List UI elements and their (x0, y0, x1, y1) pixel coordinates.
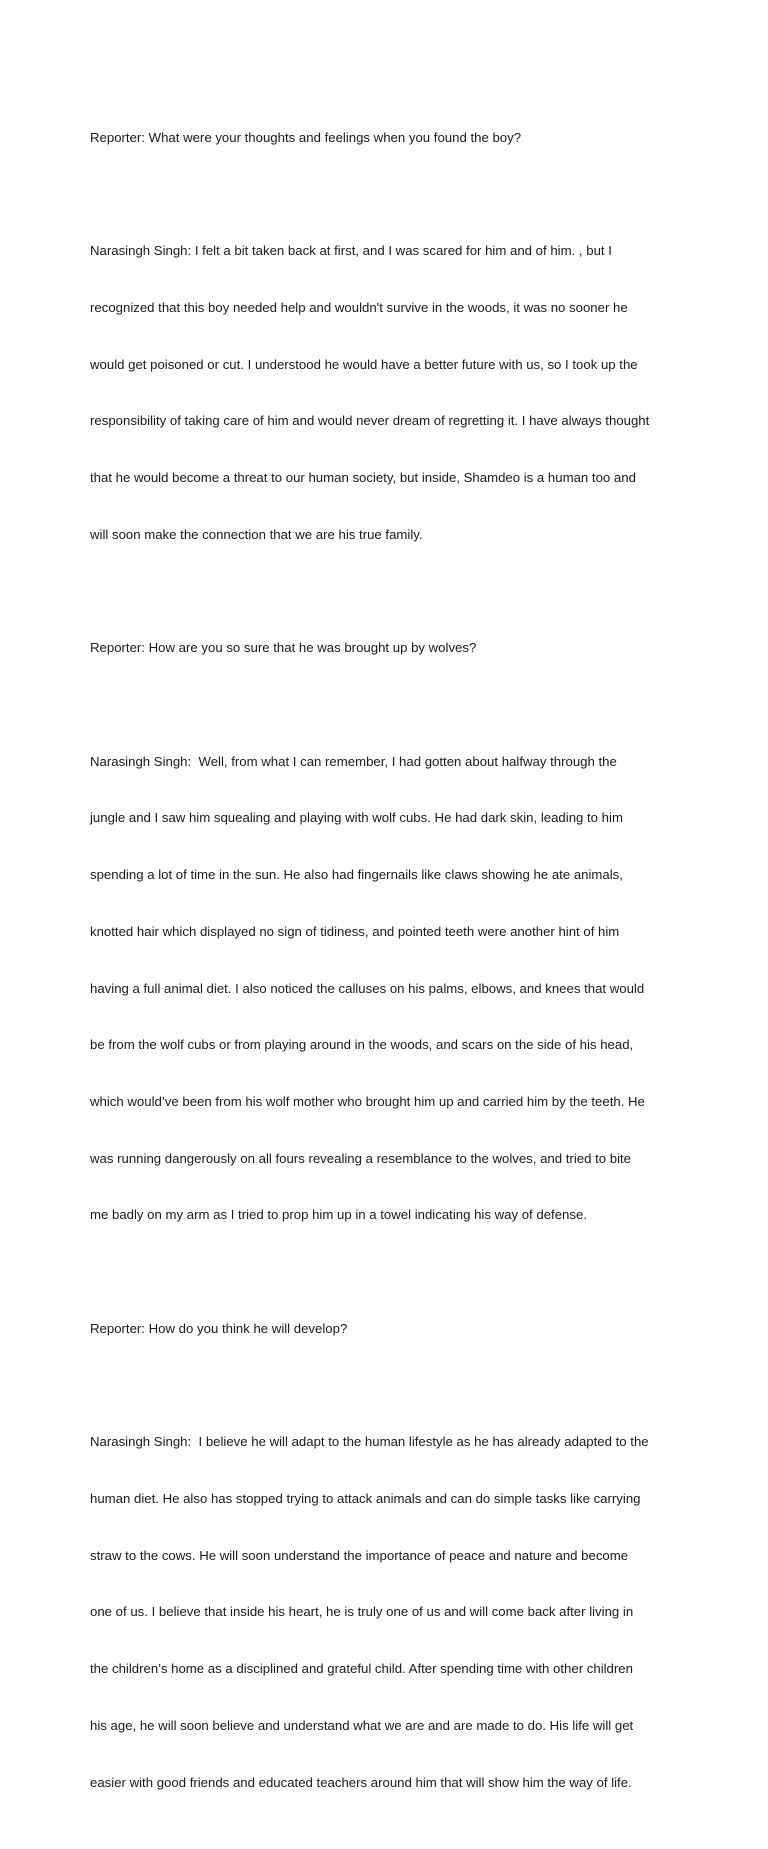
text-line: Reporter: How do you think he will develop? (90, 1320, 348, 1336)
text-line: which would’ve been from his wolf mother who brought him up and carried him by the teeth. He (90, 1093, 645, 1109)
text-line: straw to the cows. He will soon understand the importance of peace and nature and become (90, 1547, 629, 1563)
text-line: that he would become a threat to our human society, but inside, Shamdeo is a human too and (90, 470, 636, 486)
question-paragraph-2 (90, 601, 688, 696)
text-line: Reporter: How are you so sure that he was brought up by wolves? (90, 640, 477, 656)
question-paragraph-1 (90, 91, 688, 186)
text-line: Narasingh Singh: I believe he will adapt to the human lifestyle as he has already adapted to the (90, 1434, 649, 1450)
text-line: recognized that this boy needed help and wouldn't survive in the woods, it was no sooner he (90, 299, 628, 315)
text-line: the children’s home as a disciplined and grateful child. After spending time with other children (90, 1661, 633, 1677)
text-line: knotted hair which displayed no sign of tidiness, and pointed teeth were another hint of him (90, 923, 620, 939)
text-line: Narasingh Singh: I felt a bit taken back at first, and I was scared for him and of him. , but I (90, 243, 612, 259)
text-line: Narasingh Singh: Well, from what I can remember, I had gotten about halfway through the (90, 753, 617, 769)
answer-paragraph-2 (90, 715, 688, 1263)
text-line: one of us. I believe that inside his heart, he is truly one of us and will come back after living in (90, 1604, 634, 1620)
answer-paragraph-1 (90, 204, 688, 582)
text-line: easier with good friends and educated teachers around him that will show him the way of life. (90, 1774, 632, 1790)
text-line: his age, he will soon believe and understand what we are and are made to do. His life will get (90, 1717, 634, 1733)
text-line: be from the wolf cubs or from playing around in the woods, and scars on the side of his head, (90, 1037, 634, 1053)
document-body (90, 91, 688, 1849)
question-paragraph-3 (90, 1282, 688, 1377)
text-line: would get poisoned or cut. I understood he would have a better future with us, so I took up the (90, 356, 638, 372)
text-line: will soon make the connection that we are his true family. (90, 526, 423, 542)
text-line: was running dangerously on all fours revealing a resemblance to the wolves, and tried to bite (90, 1150, 632, 1166)
text-line: me badly on my arm as I tried to prop him up in a towel indicating his way of defense. (90, 1207, 587, 1223)
text-line: Reporter: What were your thoughts and feelings when you found the boy? (90, 129, 522, 145)
text-line: having a full animal diet. I also noticed the calluses on his palms, elbows, and knees that would (90, 980, 645, 996)
answer-paragraph-3 (90, 1395, 688, 1830)
text-line: spending a lot of time in the sun. He also had fingernails like claws showing he ate animals, (90, 867, 623, 883)
text-line: human diet. He also has stopped trying to attack animals and can do simple tasks like carrying (90, 1490, 641, 1506)
text-line: jungle and I saw him squealing and playing with wolf cubs. He had dark skin, leading to him (90, 810, 623, 826)
text-line: responsibility of taking care of him and would never dream of regretting it. I have always thought (90, 413, 650, 429)
